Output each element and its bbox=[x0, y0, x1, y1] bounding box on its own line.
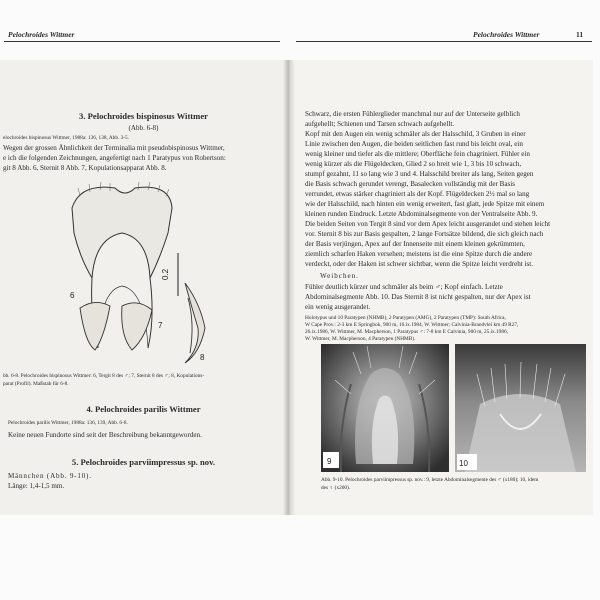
species3-text-line: e ich die folgenden Zeichnungen, angefertigt nach 1 Paratypus von Robertson: bbox=[3, 154, 226, 162]
species3-citation: elochroides bispinosus Wittmer, 1988a: 136, 138, Abb. 3-5. bbox=[3, 135, 130, 141]
text-line: wie der Halsschild, nach hinten ein wenig erweitert, fast glatt, jede Spitze mit einem bbox=[305, 200, 545, 208]
right-running-header: Pelochroides Wittmer bbox=[473, 30, 540, 39]
text-line: Die beiden Seiten von Tergit 8 sind vor dem Apex leicht ausgerandet und stehen leicht bbox=[305, 220, 551, 228]
figure-caption-line: parat (Profil). Maßstab für 6-8. bbox=[3, 381, 69, 387]
species5-sex: Männchen (Abb. 9-10). bbox=[8, 472, 92, 480]
figure-caption-line: bb. 6-8. Pelochroides bispinosus Wittmer: 6, Tergit 8 des ♂; 7, Sternit 8 des ♂; 8, Kopulations- bbox=[3, 373, 205, 379]
figure-6-8 bbox=[0, 178, 287, 378]
text-line: aufgehellt; Schienen und Tarsen schwach aufgehellt. bbox=[305, 120, 455, 128]
species4-heading: 4. Pelochroides parilis Wittmer bbox=[86, 404, 201, 414]
scale-label: 0.2 bbox=[161, 268, 170, 280]
types-text-line: Holotypus und 10 Paratypen (NHMB), 2 Paratypen (AMG), 2 Paratypen (TMP): South Africa, bbox=[305, 315, 506, 321]
sem-photo-10 bbox=[455, 344, 586, 472]
text-line: verdeckt, oder der Haken ist schwer sichtbar, wenn die Spitze leicht verdreht ist. bbox=[305, 260, 534, 268]
text-line: die Basis schwach gerundet verengt, Basalecken vollständig mit der Basis bbox=[305, 180, 515, 188]
fig-label-7: 7 bbox=[158, 321, 163, 330]
text-line: der Basis verjüngen, Apex auf der Innenseite mit einem kleinen gekrümmten, bbox=[305, 240, 525, 248]
text-line: Schwarz, die ersten Fühlerglieder manchmal nur auf der Unterseite gelblich bbox=[305, 110, 520, 118]
fig-label-8: 8 bbox=[200, 353, 205, 362]
sternit-8-drawing bbox=[80, 302, 152, 350]
kopulationsapparat-drawing bbox=[185, 283, 205, 363]
left-running-header: Pelochroides Wittmer bbox=[8, 30, 75, 39]
species3-text-line: git 8 Abb. 6, Sternit 8 Abb. 7, Kopulationsapparat Abb. 8. bbox=[3, 164, 167, 172]
photo-label-9: 9 bbox=[327, 457, 332, 466]
species3-heading: 3. Pelochroides bispinosus Wittmer bbox=[79, 111, 208, 121]
species5-length: Länge: 1,4-1,5 mm. bbox=[8, 482, 65, 490]
text-line: wenig kürzer als die Flügeldecken, Glied 2 so breit wie 1, 3 bis 10 schwach, bbox=[305, 160, 522, 168]
text-line: Kopf mit den Augen ein wenig schmäler als der Halsschild, 3 Gruben in einer bbox=[305, 130, 526, 138]
photo-label-10: 10 bbox=[459, 459, 468, 468]
females-text-line: ein wenig ausgerandet. bbox=[305, 303, 371, 311]
page-number: 11 bbox=[576, 30, 584, 39]
females-heading: Weibchen. bbox=[320, 272, 359, 280]
females-text-line: Fühler deutlich kürzer und schmäler als beim ♂; Kopf einfach. Letzte bbox=[305, 283, 503, 291]
species4-text: Keine neuen Fundorte sind seit der Beschreibung bekanntgeworden. bbox=[8, 431, 202, 439]
text-line: vor. Sternit 8 bis zur Basis gespalten, 2 lange Fortsätze bildend, die sich gleich nach bbox=[305, 230, 544, 238]
species3-figref: (Abb. 6-8) bbox=[128, 124, 159, 132]
types-text-line: 26.ix.1986, W. Wittmer, M. Macpherson, 1 Paratypus ♂: 7-8 km E Calvinia, 900 m, 25.ix.1986, bbox=[305, 329, 508, 335]
sem-photo-9 bbox=[321, 344, 449, 472]
photo-caption-line: des ♀ (x200). bbox=[321, 485, 351, 491]
text-line: ziemlich scharfen Haken versehen; meistens ist die eine Spitze durch die andere bbox=[305, 250, 533, 258]
text-line: Linie zwischen den Augen, die beiden seitlichen fast rund bis leicht oval, ein bbox=[305, 140, 523, 148]
species3-text-line: Wegen der grossen Ähnlichkeit der Terminalia mit pseudobispinosus Wittmer, bbox=[3, 144, 225, 152]
text-line: wenig kleiner und tiefer als die mittlere; Oberfläche fein chagriniert. Fühler ein bbox=[305, 150, 530, 158]
text-line: kleinen runden Eindruck. Letzte Abdominalsegmente von der Ventralseite Abb. 9. bbox=[305, 210, 538, 218]
females-text-line: Abdominalsegmente Abb. 10. Das Sternit 8 ist nicht gespalten, nur der Apex ist bbox=[305, 293, 531, 301]
species5-heading: 5. Pelochroides parviimpressus sp. nov. bbox=[71, 457, 216, 467]
text-line: verrundet, etwas stärker chagriniert als der Kopf. Flügeldecken 2½ mal so lang bbox=[305, 190, 530, 198]
types-text-line: W. Wittmer, M. Macpherson, 4 Paratypen (NHMB). bbox=[305, 336, 416, 342]
right-header-rule bbox=[296, 41, 592, 42]
text-line: stumpf gezahnt, 11 so lang wie 3 und 4. Halsschild breiter als lang, Seiten gegen bbox=[305, 170, 534, 178]
photo-caption-line: Abb. 9-10. Pelochroides parviimpressus sp. nov.: 9, letzte Abdominalsegmente des ♂ (x180); 10, idem bbox=[321, 477, 539, 483]
species4-citation: Pelochroides parilis Wittmer, 1988a: 136, 139, Abb. 6-8. bbox=[8, 420, 128, 426]
types-text-line: W Cape Prov.: 2-3 km E Springbok, 900 m, 16.ix.1984, W. Wittmer; Calvinia-Brandvlei km 49 R27, bbox=[305, 322, 519, 328]
left-header-rule bbox=[4, 41, 280, 42]
fig-label-6: 6 bbox=[70, 291, 75, 300]
